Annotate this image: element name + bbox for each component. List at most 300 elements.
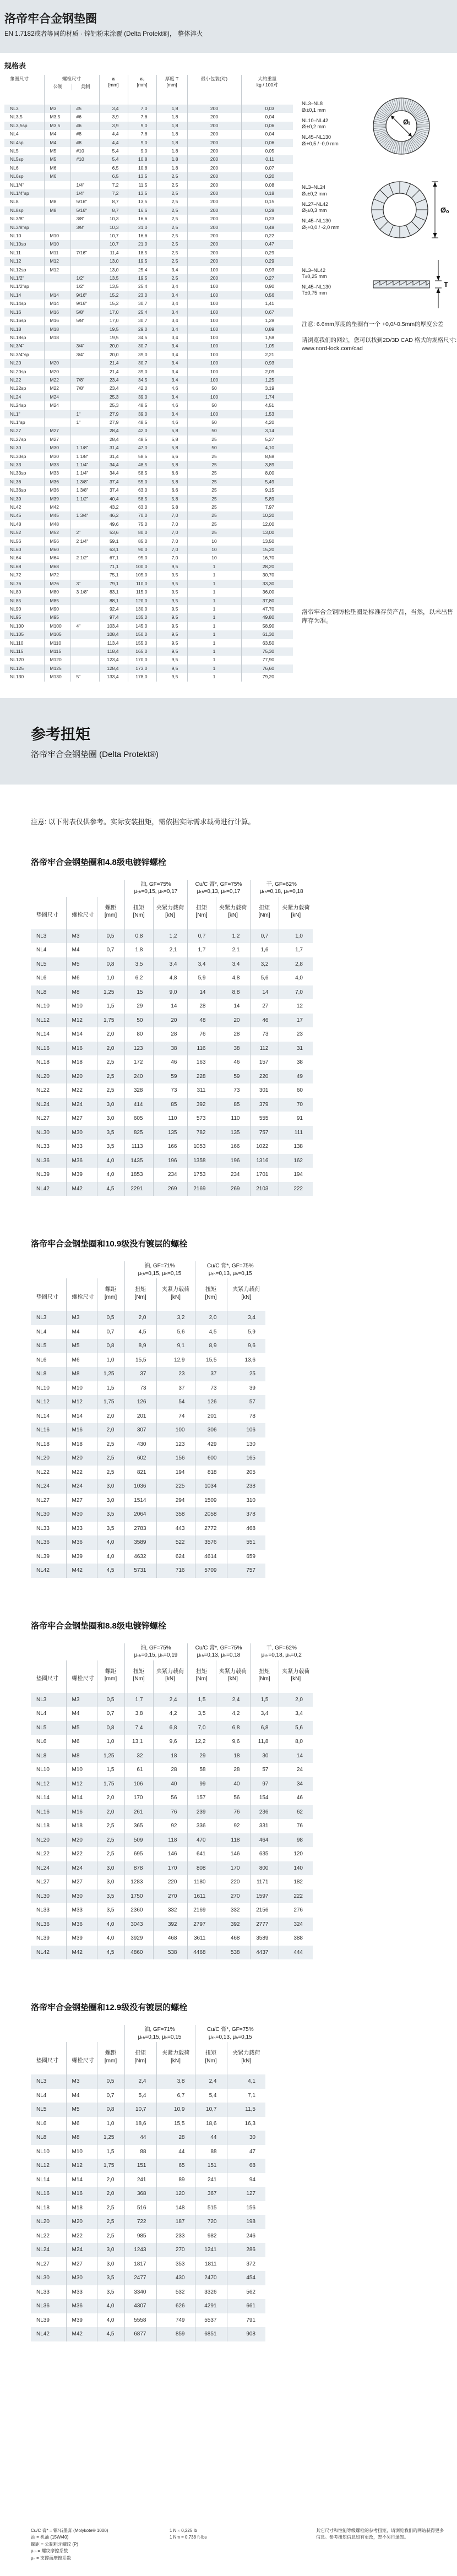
table-cell: NL27 bbox=[36, 1115, 50, 1122]
list-item: μₕ = 支撑面摩擦系数 bbox=[31, 2555, 71, 2561]
unit-conversions bbox=[170, 2528, 252, 2562]
table-cell: 34,4 bbox=[99, 461, 128, 469]
table-cell: 2,8 bbox=[279, 957, 313, 972]
table-cell: M30 bbox=[66, 1889, 97, 1904]
table-cell: 43,2 bbox=[99, 503, 128, 511]
table-cell: 39,0 bbox=[128, 351, 156, 359]
table-cell: M18 bbox=[66, 1437, 97, 1452]
table-row bbox=[31, 1027, 313, 1042]
table-cell: 1358 bbox=[187, 1154, 216, 1168]
table-cell: NL3/8"sp bbox=[10, 224, 29, 230]
table-cell: 10,3 bbox=[99, 224, 128, 232]
table-cell: NL90 bbox=[10, 606, 21, 612]
table-row bbox=[31, 1875, 313, 1889]
table-cell: 46 bbox=[250, 1014, 279, 1028]
table-cell: 155,0 bbox=[128, 639, 156, 647]
table-cell: 200 bbox=[187, 240, 241, 248]
table-cell: 1 bbox=[187, 597, 241, 605]
table-row bbox=[31, 1325, 265, 1339]
table-cell: 14 bbox=[153, 999, 187, 1014]
table-cell bbox=[70, 546, 99, 554]
table-cell: 270 bbox=[153, 1889, 187, 1904]
table-cell: 7,6 bbox=[128, 130, 156, 138]
table-cell: 716 bbox=[156, 1564, 195, 1578]
spec-table-header bbox=[4, 75, 293, 105]
table-cell: M3 bbox=[66, 1693, 97, 1707]
table-cell: 75,1 bbox=[99, 571, 128, 579]
table-cell: NL1/2"sp bbox=[10, 284, 29, 290]
table-cell: 2,1 bbox=[153, 943, 187, 957]
table-cell: 28 bbox=[153, 1763, 187, 1777]
table-cell: M5 bbox=[66, 2103, 97, 2117]
table-cell: 1 bbox=[187, 656, 241, 664]
table-cell: 228 bbox=[187, 1070, 216, 1084]
table-cell: 11,4 bbox=[99, 249, 128, 257]
table-row bbox=[4, 334, 293, 342]
table-cell: 92,4 bbox=[99, 605, 128, 613]
table-cell: 39,0 bbox=[128, 393, 156, 401]
table-cell: 67,1 bbox=[99, 554, 128, 562]
table-cell: NL24sp bbox=[10, 402, 26, 409]
table-cell: 392 bbox=[187, 1098, 216, 1112]
table-cell: 301 bbox=[250, 1083, 279, 1098]
torque-table-header bbox=[31, 880, 313, 929]
table-cell: 1,41 bbox=[241, 299, 293, 308]
table-cell: 39 bbox=[227, 1381, 265, 1396]
table-cell: 58,90 bbox=[241, 622, 293, 630]
table-cell: 1,7 bbox=[279, 943, 313, 957]
table-cell: NL130 bbox=[10, 674, 24, 680]
table-cell: 0,93 bbox=[241, 359, 293, 367]
table-cell: 1,5 bbox=[97, 999, 124, 1014]
table-cell: 234 bbox=[216, 1168, 250, 1182]
table-cell: 10,7 bbox=[195, 2103, 227, 2117]
table-row bbox=[4, 529, 293, 537]
table-cell: 1241 bbox=[195, 2243, 227, 2257]
table-cell: 1,5 bbox=[250, 1693, 279, 1707]
table-cell: 388 bbox=[279, 1931, 313, 1946]
table-cell: 470 bbox=[187, 1833, 216, 1848]
table-cell: NL24 bbox=[36, 1101, 50, 1108]
table-cell: 1,0 bbox=[97, 971, 124, 985]
table-cell: 98 bbox=[279, 1833, 313, 1848]
table-cell: 600 bbox=[195, 1451, 227, 1466]
table-cell: 123,4 bbox=[99, 656, 128, 664]
table-cell: NL4 bbox=[10, 131, 19, 137]
table-cell: 2,4 bbox=[195, 2074, 227, 2089]
table-cell: NL30 bbox=[36, 1511, 50, 1518]
table-cell: 236 bbox=[250, 1805, 279, 1820]
table-cell: NL16 bbox=[10, 309, 21, 315]
table-cell: 73 bbox=[216, 1083, 250, 1098]
col-header-clamp-load: 夹紧力载荷 [kN] bbox=[153, 897, 187, 929]
table-cell: NL18 bbox=[36, 2204, 50, 2211]
table-row bbox=[4, 359, 293, 367]
table-cell: 9/16" bbox=[70, 291, 99, 299]
table-cell: 42,0 bbox=[128, 427, 156, 435]
table-row bbox=[31, 1564, 265, 1578]
table-cell: NL3/8" bbox=[10, 216, 24, 222]
outer-diameter-dim-label: Øₒ bbox=[440, 206, 449, 214]
col-header-torque: 扭矩 [Nm] bbox=[124, 1278, 156, 1311]
table-cell: 1 bbox=[187, 673, 241, 681]
table-cell: M14 bbox=[44, 291, 70, 299]
table-cell: 70 bbox=[279, 1098, 313, 1112]
table-cell: 311 bbox=[187, 1083, 216, 1098]
table-cell: M6 bbox=[66, 1735, 97, 1749]
table-cell: 2169 bbox=[187, 1903, 216, 1918]
spec-table bbox=[4, 75, 293, 682]
table-row bbox=[4, 147, 293, 155]
table-cell bbox=[70, 613, 99, 622]
cad-download-note[interactable]: 请浏览我们的网站，您可以找到2D/3D CAD 格式的规格尺寸: www.nord-lock.com/cad bbox=[302, 337, 457, 352]
table-cell: 9,0 bbox=[128, 147, 156, 155]
torque-section-band bbox=[0, 698, 457, 785]
table-cell: M130 bbox=[44, 673, 70, 681]
table-cell: M22 bbox=[66, 1083, 97, 1098]
table-cell: 2,5 bbox=[97, 1437, 124, 1452]
table-cell: 2,5 bbox=[97, 1083, 124, 1098]
col-header-washer-size: 垫圈尺寸 bbox=[10, 76, 29, 81]
table-cell: 123 bbox=[124, 1042, 153, 1056]
table-row bbox=[31, 1339, 265, 1353]
table-row bbox=[4, 410, 293, 418]
table-row bbox=[31, 2103, 265, 2117]
table-cell: 1/2" bbox=[70, 274, 99, 282]
table-cell: 3,4 bbox=[187, 957, 216, 972]
table-cell: 92 bbox=[216, 1819, 250, 1833]
table-cell: 20 bbox=[216, 1014, 250, 1028]
table-row bbox=[31, 1721, 313, 1735]
table-cell: 0,67 bbox=[241, 308, 293, 317]
table-cell: 8,7 bbox=[99, 206, 128, 215]
table-row bbox=[4, 249, 293, 257]
table-cell: NL1" bbox=[10, 411, 20, 417]
table-cell: NL30 bbox=[36, 1129, 50, 1136]
table-cell bbox=[70, 427, 99, 435]
table-cell: 60 bbox=[279, 1083, 313, 1098]
table-cell: 0,8 bbox=[97, 2103, 124, 2117]
table-cell: 1,25 bbox=[97, 1367, 124, 1381]
table-row bbox=[4, 571, 293, 579]
table-cell: 100 bbox=[187, 410, 241, 418]
table-row bbox=[31, 1168, 313, 1182]
table-cell: 200 bbox=[187, 122, 241, 130]
table-cell: 21,4 bbox=[99, 359, 128, 367]
table-row bbox=[31, 1409, 265, 1424]
table-cell: M48 bbox=[44, 520, 70, 529]
table-cell: 4,0 bbox=[97, 1154, 124, 1168]
table-cell: NL30sp bbox=[10, 453, 26, 459]
table-cell: 6877 bbox=[124, 2327, 156, 2341]
table-cell: M3 bbox=[44, 105, 70, 113]
thickness-tolerances bbox=[302, 268, 367, 301]
table-cell: 0,03 bbox=[241, 105, 293, 113]
table-row bbox=[4, 122, 293, 130]
table-row bbox=[31, 1946, 313, 1960]
table-cell: NL45 bbox=[10, 513, 21, 519]
table-cell: 24 bbox=[279, 1763, 313, 1777]
table-cell bbox=[70, 232, 99, 240]
table-cell: NL95 bbox=[10, 614, 21, 620]
table-cell: 8,00 bbox=[241, 469, 293, 477]
table-cell: 2,5 bbox=[156, 181, 187, 189]
table-cell: 28,4 bbox=[99, 435, 128, 444]
table-cell: NL27 bbox=[36, 1497, 50, 1504]
table-cell: M80 bbox=[44, 588, 70, 596]
table-cell: 13,5 bbox=[128, 198, 156, 206]
table-cell: 2,0 bbox=[97, 1423, 124, 1437]
table-cell: 1 3/8" bbox=[70, 478, 99, 486]
table-cell: 3,4 bbox=[156, 308, 187, 317]
table-cell: 48 bbox=[187, 1014, 216, 1028]
table-cell: M110 bbox=[44, 639, 70, 647]
table-cell: 30 bbox=[250, 1749, 279, 1763]
table-cell: 3,5 bbox=[97, 1126, 124, 1140]
table-cell: 3,4 bbox=[156, 325, 187, 334]
table-row bbox=[31, 1819, 313, 1833]
table-cell: 6,7 bbox=[156, 2089, 195, 2103]
table-cell: 20 bbox=[153, 1014, 187, 1028]
table-cell: 5" bbox=[70, 673, 99, 681]
table-row bbox=[31, 2229, 265, 2243]
table-cell: 88 bbox=[124, 2145, 156, 2159]
table-cell bbox=[70, 334, 99, 342]
table-cell: 48,5 bbox=[128, 418, 156, 427]
table-cell: 1" bbox=[70, 410, 99, 418]
table-cell: 59,1 bbox=[99, 537, 128, 546]
col-header-torque: 扭矩 [Nm] bbox=[250, 897, 279, 929]
table-cell bbox=[70, 639, 99, 647]
table-cell: 76 bbox=[216, 1805, 250, 1820]
table-cell: M5 bbox=[66, 957, 97, 972]
table-cell: 0,7 bbox=[97, 2089, 124, 2103]
table-cell: 2,0 bbox=[279, 1693, 313, 1707]
table-cell: 182 bbox=[279, 1875, 313, 1889]
table-row bbox=[4, 630, 293, 639]
table-cell: 145,0 bbox=[128, 622, 156, 630]
table-cell: 800 bbox=[250, 1861, 279, 1876]
table-cell: 4,5 bbox=[97, 1182, 124, 1196]
col-header-torque: 扭矩 [Nm] bbox=[187, 1660, 216, 1693]
table-cell: M8 bbox=[66, 1367, 97, 1381]
table-cell: 14 bbox=[279, 1749, 313, 1763]
table-cell: 80 bbox=[124, 1027, 153, 1042]
table-row bbox=[31, 999, 313, 1014]
table-cell: NL12 bbox=[36, 1399, 50, 1406]
table-cell: 13,5 bbox=[99, 274, 128, 282]
table-cell: 1701 bbox=[250, 1168, 279, 1182]
table-cell: 307 bbox=[124, 1423, 156, 1437]
table-cell: 25 bbox=[187, 503, 241, 511]
table-cell: 25 bbox=[227, 1367, 265, 1381]
table-cell bbox=[70, 656, 99, 664]
table-cell: 76 bbox=[279, 1819, 313, 1833]
footer-note: 其它尺寸和性能等级螺栓的参考扭矩，请浏览我们的网站获得更多信息。参考扭矩信息如有更改，恕不另行通知。 bbox=[316, 2528, 444, 2540]
table-cell: 0,93 bbox=[241, 266, 293, 274]
tolerance-item: NL3–NL8 Øᵢ±0,1 mm bbox=[302, 101, 326, 113]
table-cell: 562 bbox=[227, 2285, 265, 2300]
table-cell: 3,5 bbox=[97, 1140, 124, 1154]
table-row bbox=[4, 181, 293, 189]
table-cell: NL36 bbox=[36, 2303, 50, 2310]
table-cell: NL20sp bbox=[10, 368, 26, 374]
table-cell: 34,4 bbox=[99, 469, 128, 477]
table-cell: M8 bbox=[44, 206, 70, 215]
table-cell: M27 bbox=[66, 1112, 97, 1126]
table-row bbox=[31, 2243, 265, 2257]
col-header-bolt-size: 螺栓尺寸 bbox=[66, 1660, 97, 1693]
table-cell: 6,8 bbox=[153, 1721, 187, 1735]
table-cell: M42 bbox=[66, 2327, 97, 2341]
table-cell: 695 bbox=[124, 1847, 153, 1861]
table-cell: NL3 bbox=[10, 105, 19, 111]
table-cell: 0,5 bbox=[97, 1693, 124, 1707]
table-cell: 2,0 bbox=[97, 1027, 124, 1042]
table-cell: 1" bbox=[70, 418, 99, 427]
table-cell: 118 bbox=[216, 1833, 250, 1848]
table-cell: 239 bbox=[187, 1805, 216, 1820]
table-cell: 88,1 bbox=[99, 597, 128, 605]
table-cell: M16 bbox=[44, 308, 70, 317]
table-cell: 25,3 bbox=[99, 401, 128, 410]
table-cell: 27,9 bbox=[99, 410, 128, 418]
table-cell bbox=[44, 351, 70, 359]
table-cell: 21,0 bbox=[128, 240, 156, 248]
table-cell: M120 bbox=[44, 656, 70, 664]
table-cell: NL6 bbox=[36, 2120, 47, 2127]
table-cell: M8 bbox=[44, 198, 70, 206]
table-row bbox=[4, 155, 293, 164]
table-cell: 3,89 bbox=[241, 461, 293, 469]
table-cell: NL11 bbox=[10, 249, 21, 255]
table-cell: 90,0 bbox=[128, 546, 156, 554]
table-cell: NL14 bbox=[36, 2176, 50, 2183]
table-cell: 120,0 bbox=[128, 597, 156, 605]
table-cell: 17,0 bbox=[99, 308, 128, 317]
table-cell: M36 bbox=[66, 1154, 97, 1168]
torque-section-title: 参考扭矩 bbox=[31, 726, 90, 743]
lubrication-group-header: 油, GF=75% μₜₕ=0,15, μₕ=0,19 bbox=[124, 1643, 187, 1660]
table-cell: 106 bbox=[124, 1777, 153, 1791]
col-header-torque: 扭矩 [Nm] bbox=[187, 897, 216, 929]
table-cell: 261 bbox=[124, 1805, 153, 1820]
table-cell: 200 bbox=[187, 198, 241, 206]
table-cell: NL36sp bbox=[10, 487, 26, 493]
table-cell: M4 bbox=[66, 1707, 97, 1721]
table-cell: 9,5 bbox=[156, 656, 187, 664]
lubrication-group-header: 干, GF=62% μₜₕ=0,18, μₕ=0,2 bbox=[250, 1643, 313, 1660]
table-row bbox=[4, 206, 293, 215]
torque-table-header bbox=[31, 2025, 265, 2074]
spec-table-body bbox=[4, 105, 293, 682]
table-cell: 166 bbox=[216, 1140, 250, 1154]
table-cell: 234 bbox=[153, 1168, 187, 1182]
table-cell: M22 bbox=[44, 384, 70, 393]
table-cell: 7,2 bbox=[99, 189, 128, 198]
table-cell bbox=[70, 597, 99, 605]
table-cell: M6 bbox=[66, 1353, 97, 1368]
table-cell: 429 bbox=[195, 1437, 227, 1452]
table-cell: NL12sp bbox=[10, 266, 26, 273]
table-cell: 9,5 bbox=[156, 605, 187, 613]
table-cell: 2797 bbox=[187, 1918, 216, 1932]
table-cell: 5537 bbox=[195, 2313, 227, 2328]
table-row bbox=[4, 164, 293, 172]
spec-section bbox=[0, 75, 457, 682]
table-cell: 10,3 bbox=[99, 215, 128, 223]
table-cell: 4,0 bbox=[97, 1168, 124, 1182]
table-row bbox=[31, 1791, 313, 1805]
table-row bbox=[31, 2201, 265, 2215]
table-cell: 1171 bbox=[250, 1875, 279, 1889]
table-cell: 4,2 bbox=[153, 1707, 187, 1721]
table-row bbox=[31, 1466, 265, 1480]
table-cell: 200 bbox=[187, 172, 241, 181]
lubrication-group-header: 油, GF=75% μₜₕ=0,15, μₕ=0,17 bbox=[124, 880, 187, 897]
table-cell: 538 bbox=[153, 1946, 187, 1960]
table-cell: 7,0 bbox=[279, 985, 313, 1000]
table-cell: 2" bbox=[70, 529, 99, 537]
table-row bbox=[4, 665, 293, 673]
table-cell: 28 bbox=[156, 2131, 195, 2145]
table-cell: M30 bbox=[44, 444, 70, 452]
table-cell: 63,0 bbox=[128, 486, 156, 494]
table-cell: 126 bbox=[124, 1395, 156, 1409]
table-cell: 0,18 bbox=[241, 189, 293, 198]
table-cell: NL16 bbox=[36, 2191, 50, 2197]
table-cell: 4,5 bbox=[97, 1564, 124, 1578]
table-cell: M24 bbox=[66, 1098, 97, 1112]
table-cell: NL8 bbox=[36, 1371, 47, 1377]
table-cell: 100 bbox=[187, 376, 241, 384]
col-header-clamp-load: 夹紧力载荷 [kN] bbox=[156, 1278, 195, 1311]
table-cell: NL3 bbox=[36, 1315, 47, 1321]
table-cell: 4,5 bbox=[97, 2327, 124, 2341]
table-cell: 3,4 bbox=[99, 105, 128, 113]
table-cell: 2 1/2" bbox=[70, 554, 99, 562]
table-cell: 200 bbox=[187, 139, 241, 147]
table-cell: NL39 bbox=[36, 2317, 50, 2323]
table-row bbox=[31, 1889, 313, 1904]
table-row bbox=[4, 520, 293, 529]
table-row bbox=[31, 2159, 265, 2173]
table-cell: 205 bbox=[227, 1466, 265, 1480]
table-cell: M60 bbox=[44, 546, 70, 554]
table-cell: NL1"sp bbox=[10, 419, 25, 425]
col-header-inner-diameter: øᵢ [mm] bbox=[99, 75, 128, 105]
table-cell: 9,15 bbox=[241, 486, 293, 494]
table-cell: 1 bbox=[187, 605, 241, 613]
table-cell: 118,4 bbox=[99, 647, 128, 656]
table-cell: NL56 bbox=[10, 538, 21, 544]
table-cell: 28 bbox=[216, 1763, 250, 1777]
table-cell: NL64 bbox=[10, 555, 21, 561]
table-cell: 3929 bbox=[124, 1931, 153, 1946]
table-cell: NL3,5 bbox=[10, 114, 23, 120]
table-cell bbox=[70, 665, 99, 673]
table-row bbox=[31, 1395, 265, 1409]
table-cell: 2,0 bbox=[97, 1805, 124, 1820]
table-row bbox=[31, 2271, 265, 2285]
table-cell: 30,7 bbox=[128, 299, 156, 308]
table-cell: NL42 bbox=[36, 2331, 50, 2338]
table-cell: NL3/4" bbox=[10, 343, 24, 349]
table-cell: 6,6 bbox=[156, 486, 187, 494]
table-cell: 7,0 bbox=[156, 537, 187, 546]
table-cell: M18 bbox=[66, 1819, 97, 1833]
table-row bbox=[31, 1707, 313, 1721]
